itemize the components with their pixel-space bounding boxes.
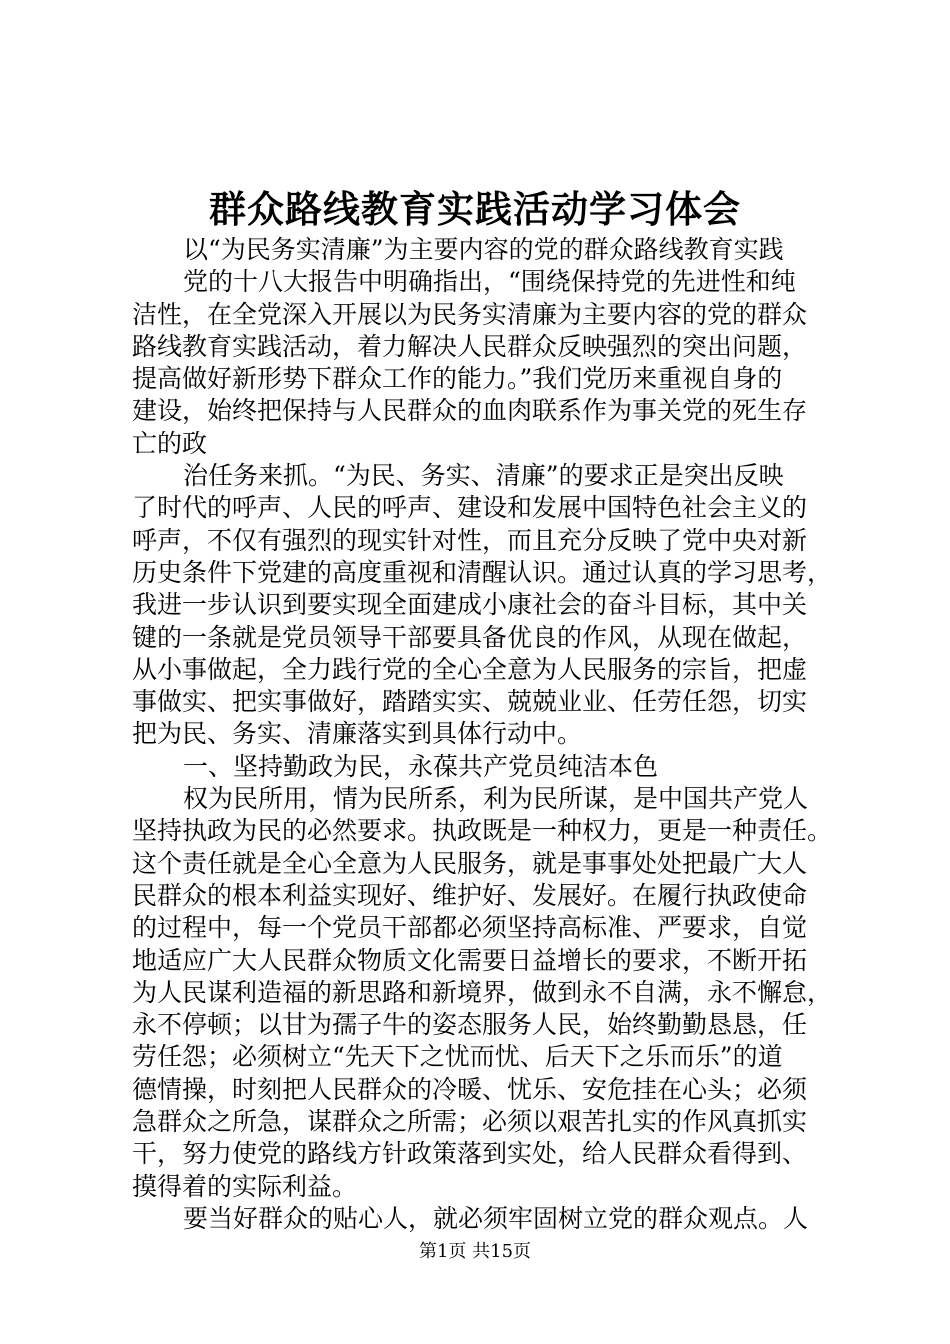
text-line: 历史条件下党建的高度重视和清醒认识。通过认真的学习思考， xyxy=(132,557,832,587)
text-line: 把为民、务实、清廉落实到具体行动中。 xyxy=(132,719,583,749)
text-line: 为人民谋利造福的新思路和新境界，做到永不自满，永不懈怠， xyxy=(132,977,832,1007)
text-line: 的过程中，每一个党员干部都必须坚持高标准、严要求，自觉 xyxy=(132,913,808,943)
text-line: 提高做好新形势下群众工作的能力。”我们党历来重视自身的 xyxy=(132,364,783,394)
document-title: 群众路线教育实践活动学习体会 xyxy=(209,188,741,231)
text-line: 我进一步认识到要实现全面建成小康社会的奋斗目标，其中关 xyxy=(132,590,808,620)
text-line: 呼声，不仅有强烈的现实针对性，而且充分反映了党中央对新 xyxy=(132,525,808,555)
text-line: 以“为民务实清廉”为主要内容的党的群众路线教育实践 xyxy=(183,235,784,264)
text-line: 键的一条就是党员领导干部要具备优良的作风，从现在做起， xyxy=(132,622,808,652)
text-line: 劳任怨；必须树立“先天下之忧而忧、后天下之乐而乐”的道 xyxy=(132,1042,783,1072)
text-line: 权为民所用，情为民所系，利为民所谋，是中国共产党人 xyxy=(183,784,809,814)
text-line: 事做实、把实事做好，踏踏实实、兢兢业业、任劳任怨，切实 xyxy=(132,687,808,717)
text-line: 一、坚持勤政为民，永葆共产党员纯洁本色 xyxy=(183,751,659,781)
text-line: 摸得着的实际利益。 xyxy=(132,1171,358,1201)
text-line: 坚持执政为民的必然要求。执政既是一种权力，更是一种责任。 xyxy=(132,816,832,846)
text-line: 治任务来抓。“为民、务实、清廉”的要求正是突出反映 xyxy=(183,461,784,491)
text-line: 干，努力使党的路线方针政策落到实处，给人民群众看得到、 xyxy=(132,1139,808,1169)
text-line: 亡的政 xyxy=(132,428,208,458)
text-line: 地适应广大人民群众物质文化需要日益增长的要求，不断开拓 xyxy=(132,945,808,975)
text-line: 民群众的根本利益实现好、维护好、发展好。在履行执政使命 xyxy=(132,880,808,910)
text-line: 党的十八大报告中明确指出，“围绕保持党的先进性和纯 xyxy=(183,267,796,297)
text-line: 永不停顿；以甘为孺子牛的姿态服务人民，始终勤勤恳恳，任 xyxy=(132,1010,808,1040)
text-line: 了时代的呼声、人民的呼声、建设和发展中国特色社会主义的 xyxy=(132,493,808,523)
text-line: 要当好群众的贴心人，就必须牢固树立党的群众观点。人 xyxy=(183,1203,809,1233)
text-line: 路线教育实践活动，着力解决人民群众反映强烈的突出问题， xyxy=(132,331,808,361)
text-line: 这个责任就是全心全意为人民服务，就是事事处处把最广大人 xyxy=(132,848,808,878)
text-line: 从小事做起，全力践行党的全心全意为人民服务的宗旨，把虚 xyxy=(132,654,808,684)
page-footer: 第1页 共15页 xyxy=(418,1241,532,1262)
text-line: 建设，始终把保持与人民群众的血肉联系作为事关党的死生存 xyxy=(132,396,808,426)
text-line: 洁性，在全党深入开展以为民务实清廉为主要内容的党的群众 xyxy=(132,299,808,329)
text-line: 德情操，时刻把人民群众的冷暖、忧乐、安危挂在心头；必须 xyxy=(132,1074,808,1104)
text-line: 急群众之所急，谋群众之所需；必须以艰苦扎实的作风真抓实 xyxy=(132,1107,808,1137)
document-body xyxy=(132,234,832,1235)
